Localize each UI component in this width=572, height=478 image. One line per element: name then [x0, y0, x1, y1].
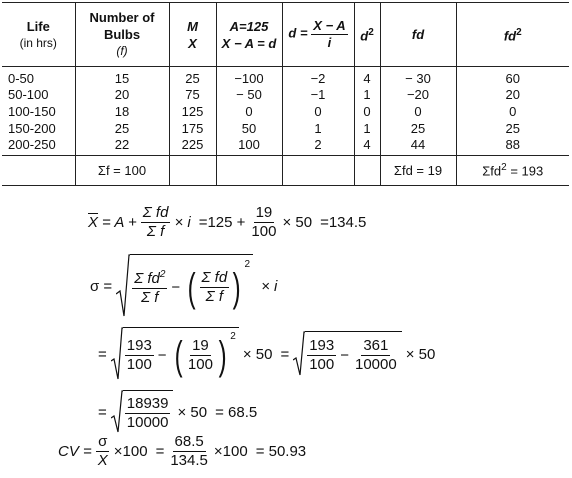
sqrt-sign-icon: [111, 327, 123, 381]
sd-value: = 68.5: [215, 403, 258, 421]
cell-xa: −100: [216, 67, 282, 87]
header-life: Life (in hrs): [2, 3, 75, 67]
cell-life: 150-200: [8, 121, 56, 136]
cell-f: 22: [75, 137, 169, 156]
cell-life: 50-100: [8, 87, 49, 102]
frequency-table: [2, 2, 569, 186]
cell-d: 0: [282, 103, 354, 120]
cv-formula: CV = $\frac{\sigma}{X}$ ×100 = $\frac{68.5}{134.5}$ ×100 = 50.93: [58, 433, 307, 469]
cv-value: = 50.93: [255, 442, 307, 460]
cell-f: 20: [75, 86, 169, 103]
cell-fd2: 88: [456, 137, 569, 156]
table-row: [2, 137, 569, 156]
cell-d2: 4: [354, 67, 380, 87]
cell-d: 2: [282, 137, 354, 156]
sd-formula: σ = $\frac{\Sigma fd^2}{\text{Σ f}}$ − ( $\frac{\text{Σ fd}}{\text{Σ f}}$ ) 2 × i: [90, 254, 277, 318]
cell-fd: 25: [380, 120, 456, 137]
table-row: [2, 67, 569, 87]
cell-x: 125: [169, 103, 216, 120]
cell-empty: [2, 156, 75, 186]
cell-f: 25: [75, 120, 169, 137]
sigma-symbol: σ =: [90, 277, 113, 295]
header-m: M X: [169, 3, 216, 67]
header-a: A=125 X − A = d: [216, 3, 282, 67]
cell-d2: 1: [354, 120, 380, 137]
total-sum-f: Σf = 100: [75, 156, 169, 186]
cell-xa: 100: [216, 137, 282, 156]
cell-xa: 0: [216, 103, 282, 120]
cell-xa: 50: [216, 120, 282, 137]
cell-d: −1: [282, 86, 354, 103]
cell-life: 100-150: [8, 104, 56, 119]
header-d2: $d^2$: [354, 3, 380, 67]
cell-x: 175: [169, 120, 216, 137]
cell-life: 200-250: [8, 137, 56, 152]
header-d: d = $\frac{X - A}{i}$: [282, 3, 354, 67]
table-header-row: [2, 3, 569, 67]
header-bulbs: Number of Bulbs (f): [75, 3, 169, 67]
cell-x: 225: [169, 137, 216, 156]
sd-result: = $\frac{18939}{10000}$ × 50 = 68.5: [98, 390, 257, 434]
cell-fd2: 20: [456, 86, 569, 103]
cell-fd2: 60: [456, 67, 569, 87]
cell-f: 18: [75, 103, 169, 120]
sqrt-sign-icon: [111, 390, 123, 434]
header-fd: fd: [380, 3, 456, 67]
sqrt-sign-icon: [116, 254, 130, 318]
mean-symbol: $\overline{X}$: [88, 213, 99, 231]
table-totals-row: [2, 156, 569, 186]
total-sum-fd: Σfd = 19: [380, 156, 456, 186]
sd-substitution: = $\frac{193}{100}$ − ( $\frac{19}{100}$ ) 2 × 50 = $\frac{193}{100}$ − $\frac{361}{10000}$ × 50: [98, 327, 435, 381]
cell-d: −2: [282, 67, 354, 87]
mean-formula: $\overline{X}$ = A + $\frac{\text{Σ fd}}{\text{Σ f}}$ × i =125 + $\frac{19}{100}$ × 50 =134.5: [88, 204, 367, 240]
cell-fd: 44: [380, 137, 456, 156]
cell-xa: − 50: [216, 86, 282, 103]
total-sum-fd2: Σfd$^2$ = 193: [456, 156, 569, 186]
cell-fd: −20: [380, 86, 456, 103]
cell-d: 1: [282, 120, 354, 137]
cell-d2: 1: [354, 86, 380, 103]
table-row: [2, 86, 569, 103]
cell-x: 75: [169, 86, 216, 103]
header-fd2: $fd^2$: [456, 3, 569, 67]
cell-fd: − 30: [380, 67, 456, 87]
sqrt-sign-icon: [293, 331, 305, 377]
table-row: [2, 103, 569, 120]
cell-f: 15: [75, 67, 169, 87]
cell-empty: [354, 156, 380, 186]
cell-life: 0-50: [8, 71, 35, 86]
cell-empty: [169, 156, 216, 186]
cell-d2: 4: [354, 137, 380, 156]
cell-fd: 0: [380, 103, 456, 120]
cell-d2: 0: [354, 103, 380, 120]
cell-fd2: 0: [456, 103, 569, 120]
cell-empty: [216, 156, 282, 186]
cell-empty: [282, 156, 354, 186]
cell-x: 25: [169, 67, 216, 87]
cell-fd2: 25: [456, 120, 569, 137]
table-row: [2, 120, 569, 137]
mean-result: =134.5: [320, 213, 367, 231]
